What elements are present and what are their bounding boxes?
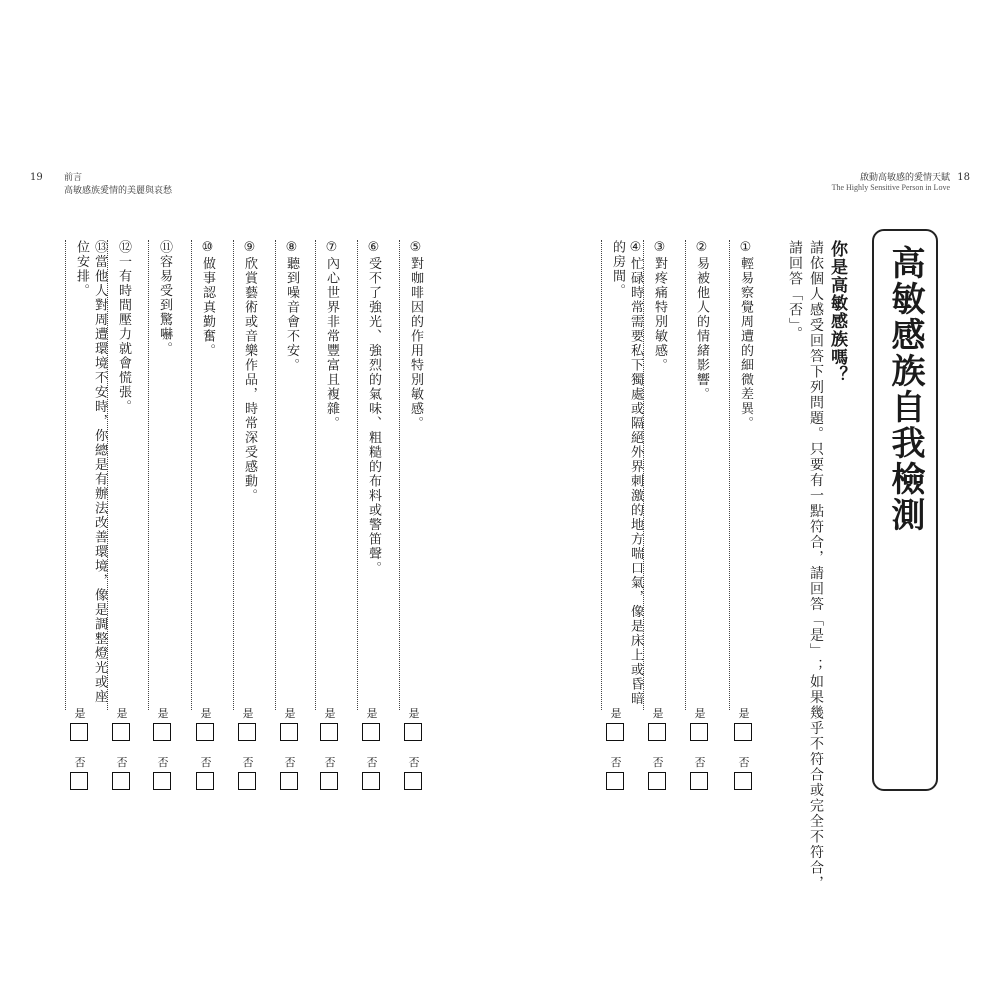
question-body: 容易受到驚嚇。 bbox=[157, 254, 172, 356]
no-checkbox[interactable] bbox=[648, 772, 666, 790]
question-body: 對疼痛特別敏感。 bbox=[652, 256, 667, 373]
no-label: 否 bbox=[738, 756, 750, 769]
question-body: 易被他人的情緒影響。 bbox=[694, 256, 709, 402]
no-checkbox[interactable] bbox=[606, 772, 624, 790]
question-text bbox=[650, 240, 668, 373]
dotted-leader bbox=[233, 240, 234, 710]
no-checkbox[interactable] bbox=[112, 772, 130, 790]
yes-option bbox=[238, 708, 262, 741]
no-label: 否 bbox=[652, 756, 664, 769]
question-item bbox=[240, 240, 260, 710]
no-option bbox=[404, 757, 428, 790]
no-checkbox[interactable] bbox=[280, 772, 298, 790]
yes-label: 是 bbox=[242, 707, 254, 720]
page-title: 高敏感族自我檢測 bbox=[885, 245, 925, 533]
yes-option bbox=[648, 708, 672, 741]
question-item bbox=[155, 240, 175, 710]
left-running-head-section: 前言 bbox=[64, 173, 83, 183]
yes-label: 是 bbox=[738, 707, 750, 720]
no-label: 否 bbox=[74, 756, 86, 769]
right-running-head-title: 啟動高敏感的愛情天賦 bbox=[859, 173, 950, 183]
question-text bbox=[114, 240, 132, 414]
no-checkbox[interactable] bbox=[153, 772, 171, 790]
no-label: 否 bbox=[242, 756, 254, 769]
question-text bbox=[608, 240, 644, 710]
question-body: 當他人對周遭環境不安時，你總是有辦法改善環境，像是調整燈光或座位安排。 bbox=[74, 240, 107, 704]
yes-option bbox=[320, 708, 344, 741]
yes-label: 是 bbox=[324, 707, 336, 720]
yes-option bbox=[606, 708, 630, 741]
yes-label: 是 bbox=[366, 707, 378, 720]
right-page-number: 18 bbox=[957, 172, 970, 183]
yes-label: 是 bbox=[284, 707, 296, 720]
question-item bbox=[364, 240, 384, 710]
question-body: 做事認真勤奮。 bbox=[200, 256, 215, 358]
question-number: ⑨ bbox=[242, 240, 257, 257]
question-item bbox=[736, 240, 756, 710]
question-number: ⑤ bbox=[408, 240, 423, 257]
yes-checkbox[interactable] bbox=[690, 723, 708, 741]
yes-option bbox=[112, 708, 136, 741]
no-option bbox=[153, 757, 177, 790]
no-option bbox=[280, 757, 304, 790]
question-number: ⑫ bbox=[116, 240, 131, 255]
yes-checkbox[interactable] bbox=[648, 723, 666, 741]
dotted-leader bbox=[191, 240, 192, 710]
yes-option bbox=[196, 708, 220, 741]
no-label: 否 bbox=[157, 756, 169, 769]
no-label: 否 bbox=[694, 756, 706, 769]
dotted-leader bbox=[399, 240, 400, 710]
no-checkbox[interactable] bbox=[196, 772, 214, 790]
yes-checkbox[interactable] bbox=[404, 723, 422, 741]
no-option bbox=[70, 757, 94, 790]
question-item bbox=[114, 240, 134, 710]
no-label: 否 bbox=[284, 756, 296, 769]
question-text bbox=[72, 240, 108, 710]
question-text bbox=[155, 240, 173, 356]
question-item bbox=[72, 240, 107, 710]
no-checkbox[interactable] bbox=[70, 772, 88, 790]
yes-checkbox[interactable] bbox=[734, 723, 752, 741]
no-checkbox[interactable] bbox=[320, 772, 338, 790]
dotted-leader bbox=[65, 240, 66, 710]
question-body: 對咖啡因的作用特別敏感。 bbox=[408, 256, 423, 431]
yes-label: 是 bbox=[157, 707, 169, 720]
question-number: ⑥ bbox=[366, 240, 381, 257]
yes-checkbox[interactable] bbox=[606, 723, 624, 741]
question-item bbox=[692, 240, 712, 710]
yes-option bbox=[70, 708, 94, 741]
question-number: ② bbox=[694, 240, 709, 257]
yes-label: 是 bbox=[408, 707, 420, 720]
no-label: 否 bbox=[200, 756, 212, 769]
question-text bbox=[198, 240, 216, 358]
yes-label: 是 bbox=[652, 707, 664, 720]
subheading: 你是高敏感族嗎？ bbox=[827, 240, 847, 384]
dotted-leader bbox=[601, 240, 602, 710]
yes-label: 是 bbox=[116, 707, 128, 720]
yes-label: 是 bbox=[74, 707, 86, 720]
question-number: ⑦ bbox=[324, 240, 339, 257]
dotted-leader bbox=[315, 240, 316, 710]
yes-checkbox[interactable] bbox=[112, 723, 130, 741]
no-checkbox[interactable] bbox=[238, 772, 256, 790]
yes-checkbox[interactable] bbox=[362, 723, 380, 741]
no-option bbox=[362, 757, 386, 790]
yes-checkbox[interactable] bbox=[280, 723, 298, 741]
question-number: ⑧ bbox=[284, 240, 299, 257]
no-option bbox=[734, 757, 758, 790]
yes-option bbox=[404, 708, 428, 741]
question-item bbox=[322, 240, 342, 710]
question-number: ④ bbox=[628, 240, 643, 257]
question-text bbox=[282, 240, 300, 373]
question-text bbox=[322, 240, 340, 431]
yes-label: 是 bbox=[200, 707, 212, 720]
no-checkbox[interactable] bbox=[734, 772, 752, 790]
question-number: ③ bbox=[652, 240, 667, 257]
no-option bbox=[648, 757, 672, 790]
yes-option bbox=[734, 708, 758, 741]
yes-checkbox[interactable] bbox=[196, 723, 214, 741]
question-text bbox=[692, 240, 710, 402]
question-item bbox=[608, 240, 643, 710]
no-label: 否 bbox=[324, 756, 336, 769]
question-body: 欣賞藝術或音樂作品，時常深受感動。 bbox=[242, 256, 257, 503]
yes-checkbox[interactable] bbox=[153, 723, 171, 741]
left-running-head-title: 高敏感族愛情的美麗與哀愁 bbox=[64, 186, 173, 196]
yes-option bbox=[362, 708, 386, 741]
question-text bbox=[240, 240, 258, 503]
question-body: 內心世界非常豐富且複雜。 bbox=[324, 256, 339, 431]
question-number: ① bbox=[738, 240, 753, 257]
no-label: 否 bbox=[408, 756, 420, 769]
intro-line-1: 請依個人感受回答下列問題。只要有一點符合，請回答「是」；如果幾乎不符合或完全不符合， bbox=[808, 240, 824, 891]
yes-checkbox[interactable] bbox=[70, 723, 88, 741]
dotted-leader bbox=[685, 240, 686, 710]
yes-option bbox=[153, 708, 177, 741]
no-option bbox=[196, 757, 220, 790]
question-text bbox=[406, 240, 424, 431]
question-body: 輕易察覺周遭的細微差異。 bbox=[738, 256, 753, 431]
no-option bbox=[690, 757, 714, 790]
no-option bbox=[320, 757, 344, 790]
question-item bbox=[406, 240, 426, 710]
question-body: 聽到噪音會不安。 bbox=[284, 256, 299, 373]
no-label: 否 bbox=[116, 756, 128, 769]
question-number: ⑪ bbox=[157, 240, 172, 255]
question-number: ⑩ bbox=[200, 240, 215, 257]
intro-line-2: 請回答「否」。 bbox=[787, 240, 803, 342]
no-checkbox[interactable] bbox=[404, 772, 422, 790]
question-item bbox=[282, 240, 302, 710]
yes-option bbox=[690, 708, 714, 741]
no-checkbox[interactable] bbox=[690, 772, 708, 790]
no-option bbox=[112, 757, 136, 790]
question-item bbox=[198, 240, 218, 710]
yes-label: 是 bbox=[610, 707, 622, 720]
dotted-leader bbox=[148, 240, 149, 710]
question-number: ⑬ bbox=[92, 240, 107, 255]
question-body: 受不了強光、強烈的氣味、粗糙的布料或警笛聲。 bbox=[366, 256, 381, 576]
no-checkbox[interactable] bbox=[362, 772, 380, 790]
title-box bbox=[872, 229, 938, 791]
question-item bbox=[650, 240, 670, 710]
left-page-number: 19 bbox=[30, 172, 43, 183]
right-running-head-english: The Highly Sensitive Person in Love bbox=[831, 183, 950, 192]
no-label: 否 bbox=[610, 756, 622, 769]
yes-checkbox[interactable] bbox=[320, 723, 338, 741]
dotted-leader bbox=[729, 240, 730, 710]
dotted-leader bbox=[357, 240, 358, 710]
no-option bbox=[238, 757, 262, 790]
dotted-leader bbox=[275, 240, 276, 710]
question-text bbox=[364, 240, 382, 576]
question-text bbox=[736, 240, 754, 431]
no-label: 否 bbox=[366, 756, 378, 769]
question-body: 一有時間壓力就會慌張。 bbox=[116, 254, 131, 414]
question-body: 忙碌時常需要私下獨處或隔絕外界刺激的地方喘口氣，像是床上或昏暗的房間。 bbox=[610, 240, 643, 706]
yes-option bbox=[280, 708, 304, 741]
yes-checkbox[interactable] bbox=[238, 723, 256, 741]
yes-label: 是 bbox=[694, 707, 706, 720]
no-option bbox=[606, 757, 630, 790]
